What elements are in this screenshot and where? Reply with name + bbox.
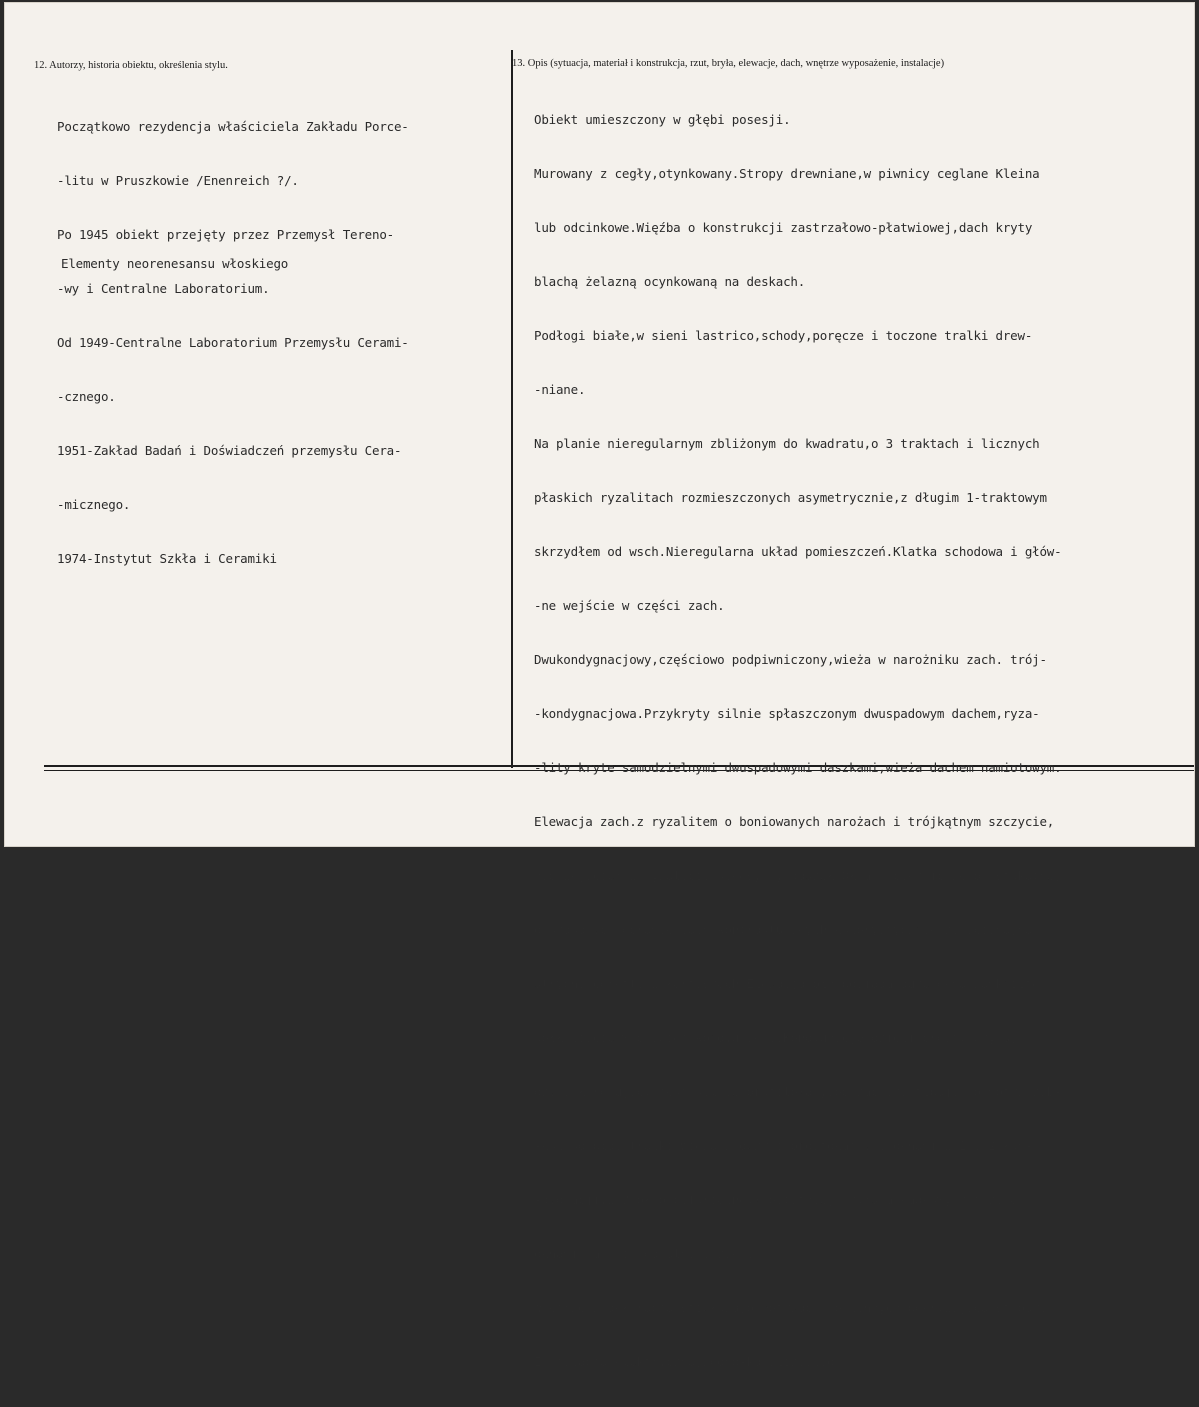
section-13-line: Podłogi białe,w sieni lastrico,schody,poręcze i toczone tralki drew-	[534, 328, 1033, 343]
section-13-line: -ne wejście w części zach.	[534, 598, 725, 613]
section-13-line: skrzydłem od wsch.Nieregularna układ pomieszczeń.Klatka schodowa i głów-	[534, 544, 1062, 559]
section-13-text	[534, 75, 1061, 1407]
section-13-line: -dygnacji,w 3 okno biforialne,w ostatniej gzyms arkadkowy z trzema	[534, 1192, 1018, 1207]
section-13-line: -kondygnacjowa.Przykryty silnie spłaszczonym dwuspadowym dachem,ryza-	[534, 706, 1040, 721]
section-13-line: Elewacja zach.z ryzalitem o boniowanych narożach i trójkątnym szczycie,	[534, 814, 1055, 829]
section-13-line: Na planie nieregularnym zbliżonym do kwadratu,o 3 traktach i licznych	[534, 436, 1040, 451]
section-13-line: o ozdobnych obramieniach kontrastujących kolorystycznie ze ścianą,na	[534, 922, 1033, 937]
section-13-line: strychu coretti w kartuszach.Elewacja płn.posiada duże okna zamknięte	[534, 976, 1040, 991]
section-13-line: półkoliście w drugiej kondygnacji.Kondygnacje dzieli prosty gzyms,	[534, 1030, 1018, 1045]
section-13-line: Obiekt umieszczony w głębi posesji.	[534, 112, 791, 127]
section-13-line: -ków,od płd. tralki.Wieża z dużymi prostokątnymi oknami w 1 i 2 kon-	[534, 1138, 1033, 1153]
section-13-line: Wnętrze z dekoracją stiukową,o motywach roślinnych,pokrywającą stropy.	[534, 1300, 1047, 1315]
section-12-line: -cznego.	[57, 389, 116, 404]
section-13-line: -lity kryte samodzielnymi dwuspadowymi daszkami,wieża dachem namiotowym.	[534, 760, 1062, 775]
section-13-line: Instalacja elektryczna,wodno-kanaliz.,c.o.	[534, 1354, 842, 1369]
style-note: Elementy neorenesansu włoskiego	[61, 256, 289, 271]
section-12-line: Od 1949-Centralne Laboratorium Przemysłu Cerami-	[57, 335, 409, 350]
section-12-line: 1974-Instytut Szkła i Ceramiki	[57, 551, 277, 566]
section-12-line: Po 1945 obiekt przejęty przez Przemysł Tereno-	[57, 227, 394, 242]
section-13-line: płaskich ryzalitach rozmieszczonych asymetrycznie,z długim 1-traktowym	[534, 490, 1047, 505]
section-13-line: gzyms koronujący jest silnie profilowany,od zach.zastępuje go motyw ząb-	[534, 1084, 1062, 1099]
section-12-line: -wy i Centralne Laboratorium.	[57, 281, 270, 296]
section-13-heading: 13. Opis (sytuacja, materiał i konstrukcja, rzut, bryła, elewacje, dach, wnętrze wyposażenie, instalacje)	[512, 58, 945, 69]
section-13-line: lub odcinkowe.Więźba o konstrukcji zastrzałowo-płatwiowej,dach kryty	[534, 220, 1033, 235]
catalog-card	[4, 2, 1195, 1369]
section-12-text	[57, 82, 409, 604]
section-12-line: -micznego.	[57, 497, 131, 512]
section-12-line: Początkowo rezydencja właściciela Zakładu Porce-	[57, 119, 409, 134]
section-13-line: Murowany z cegły,otynkowany.Stropy drewniane,w piwnicy ceglane Kleina	[534, 166, 1040, 181]
section-12-heading: 12. Autorzy, historia obiektu, określenia stylu.	[34, 60, 228, 71]
column-divider	[511, 50, 513, 768]
section-13-line: blachą żelazną ocynkowaną na deskach.	[534, 274, 806, 289]
section-12-line: -litu w Pruszkowie /Enenreich ?/.	[57, 173, 299, 188]
section-13-line: -niane.	[534, 382, 586, 397]
section-13-line: oknami na osi /od płn. i zach./	[534, 1246, 762, 1261]
section-12-line: 1951-Zakład Badań i Doświadczeń przemysłu Cera-	[57, 443, 402, 458]
section-13-line: nad wejściem w ryzalicie secesyjny daszek.Okna ościeżnicowe prostokątne,	[534, 868, 1062, 883]
section-13-line: Dwukondygnacjowy,częściowo podpiwniczony,wieża w narożniku zach. trój-	[534, 652, 1047, 667]
